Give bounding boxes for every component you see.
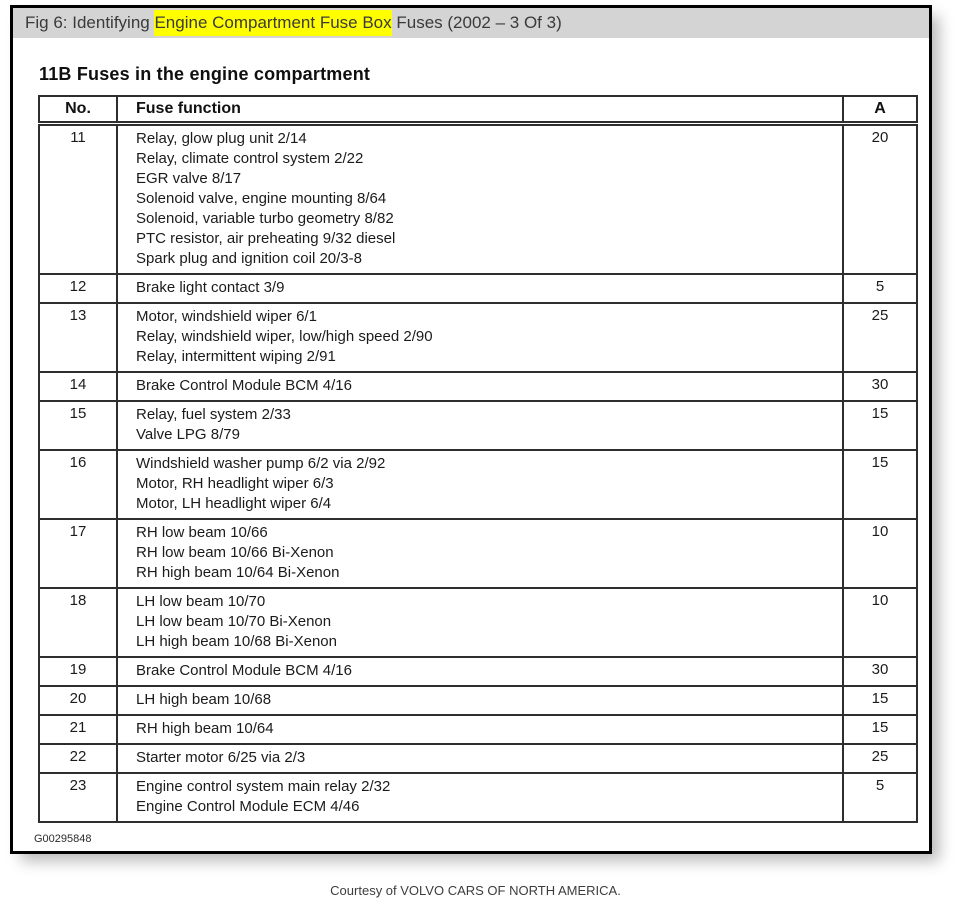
table-row	[39, 450, 917, 519]
figure-frame	[10, 5, 932, 898]
table-row	[39, 657, 917, 686]
fuse-amps-cell: 15	[843, 715, 917, 744]
fuse-no-cell: 18	[39, 588, 117, 657]
table-row	[39, 372, 917, 401]
section-heading: 11B Fuses in the engine compartment	[39, 64, 371, 84]
fuse-function-line: Motor, RH headlight wiper 6/3	[136, 475, 334, 492]
fuse-amps-cell: 15	[843, 686, 917, 715]
fuse-amps-cell: 15	[843, 450, 917, 519]
fuse-function-line: Solenoid, variable turbo geometry 8/82	[136, 210, 394, 227]
fuse-function-line: LH low beam 10/70 Bi-Xenon	[136, 613, 332, 630]
fuse-function-line: Windshield washer pump 6/2 via 2/92	[136, 455, 386, 472]
fuse-no-cell: 15	[39, 401, 117, 450]
fuse-function-cell	[117, 657, 843, 686]
document-content	[13, 64, 929, 898]
fuse-no-cell: 17	[39, 519, 117, 588]
fuse-no-cell: 13	[39, 303, 117, 372]
fuse-function-line: LH high beam 10/68 Bi-Xenon	[136, 633, 337, 650]
fuse-function-line: Relay, glow plug unit 2/14	[136, 130, 307, 147]
fuse-function-line: Motor, windshield wiper 6/1	[136, 308, 317, 325]
fuse-function-cell	[117, 450, 843, 519]
fuse-function-line: Relay, climate control system 2/22	[136, 150, 364, 167]
fuse-function-line: Relay, windshield wiper, low/high speed 2/90	[136, 328, 433, 345]
fuse-function-line: Starter motor 6/25 via 2/3	[136, 749, 306, 766]
fuse-function-cell	[117, 588, 843, 657]
table-row	[39, 773, 917, 822]
fuse-no-cell: 14	[39, 372, 117, 401]
fuse-amps-cell: 5	[843, 773, 917, 822]
fuse-amps-cell: 20	[843, 124, 917, 275]
table-row	[39, 588, 917, 657]
fuse-amps-cell: 10	[843, 588, 917, 657]
fuse-function-cell	[117, 773, 843, 822]
fuse-function-line: Brake light contact 3/9	[136, 279, 285, 296]
fuse-amps-cell: 15	[843, 401, 917, 450]
fuse-function-line: RH low beam 10/66 Bi-Xenon	[136, 544, 334, 561]
figure-caption-bar	[13, 8, 929, 38]
fuse-no-cell: 21	[39, 715, 117, 744]
fuse-function-line: LH low beam 10/70	[136, 593, 266, 610]
fuse-no-cell: 16	[39, 450, 117, 519]
fuse-function-line: RH low beam 10/66	[136, 524, 268, 541]
fuse-amps-cell: 5	[843, 274, 917, 303]
fuse-amps-cell: 30	[843, 372, 917, 401]
fuse-no-cell: 22	[39, 744, 117, 773]
fuse-function-cell	[117, 519, 843, 588]
fuse-no-cell: 12	[39, 274, 117, 303]
fuse-amps-cell: 10	[843, 519, 917, 588]
header-row	[39, 96, 917, 124]
fuse-function-line: Brake Control Module BCM 4/16	[136, 377, 352, 394]
table-row	[39, 401, 917, 450]
fuse-amps-cell: 25	[843, 744, 917, 773]
fuse-amps-cell: 30	[843, 657, 917, 686]
fuse-function-cell	[117, 274, 843, 303]
fuse-function-cell	[117, 303, 843, 372]
fuse-no-cell: 23	[39, 773, 117, 822]
fuse-function-line: EGR valve 8/17	[136, 170, 242, 187]
fuse-function-cell	[117, 744, 843, 773]
fuse-function-cell	[117, 401, 843, 450]
table-row	[39, 744, 917, 773]
courtesy-line: Courtesy of VOLVO CARS OF NORTH AMERICA.	[330, 883, 621, 898]
fuse-function-line: Motor, LH headlight wiper 6/4	[136, 495, 332, 512]
caption-prefix: Fig 6: Identifying	[25, 13, 155, 32]
fuse-no-cell: 19	[39, 657, 117, 686]
fuse-function-line: PTC resistor, air preheating 9/32 diesel	[136, 230, 396, 247]
fuse-function-cell	[117, 372, 843, 401]
column-header-function: Fuse function	[117, 96, 843, 124]
fuse-function-cell	[117, 686, 843, 715]
table-row	[39, 715, 917, 744]
fuse-function-line: LH high beam 10/68	[136, 691, 272, 708]
fuse-function-line: Valve LPG 8/79	[136, 426, 240, 443]
fuse-function-line: RH high beam 10/64	[136, 720, 274, 737]
fuse-no-cell: 11	[39, 124, 117, 275]
table-row	[39, 303, 917, 372]
table-row	[39, 124, 917, 275]
fuse-function-line: Brake Control Module BCM 4/16	[136, 662, 352, 679]
table-row	[39, 519, 917, 588]
caption-highlight: Engine Compartment Fuse Box	[154, 10, 391, 36]
fuse-function-line: RH high beam 10/64 Bi-Xenon	[136, 564, 340, 581]
table-row	[39, 274, 917, 303]
fuse-no-cell: 20	[39, 686, 117, 715]
fuse-amps-cell: 25	[843, 303, 917, 372]
column-header-no: No.	[39, 96, 117, 124]
fuse-function-line: Engine control system main relay 2/32	[136, 778, 391, 795]
fuse-function-line: Solenoid valve, engine mounting 8/64	[136, 190, 387, 207]
fuse-function-line: Relay, intermittent wiping 2/91	[136, 348, 336, 365]
fuse-function-line: Spark plug and ignition coil 20/3-8	[136, 250, 362, 267]
fuse-function-cell	[117, 715, 843, 744]
fuse-table-body	[39, 124, 917, 823]
fuse-function-line: Engine Control Module ECM 4/46	[136, 798, 360, 815]
column-header-amps: A	[843, 96, 917, 124]
fuse-table-header	[39, 96, 917, 124]
fuse-table	[38, 95, 918, 823]
caption-suffix: Fuses (2002 – 3 Of 3)	[391, 13, 562, 32]
figure-id: G00295848	[34, 833, 92, 845]
table-row	[39, 686, 917, 715]
fuse-function-cell	[117, 124, 843, 275]
fuse-function-line: Relay, fuel system 2/33	[136, 406, 291, 423]
